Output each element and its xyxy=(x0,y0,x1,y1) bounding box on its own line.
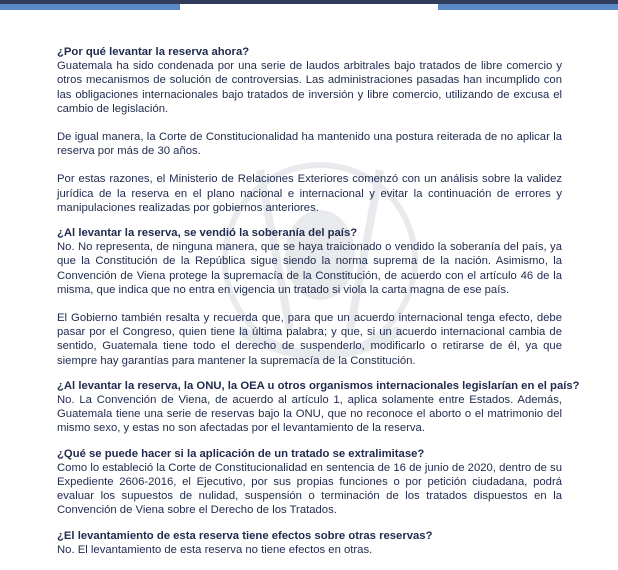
faq-answer-paragraph: No. La Convención de Viena, de acuerdo al artículo 1, aplica solamente entre Estados. Además, Guatemala tiene una serie de reservas bajo la ONU, que no reconoce el aborto o el matrimonio del mismo sexo, y estas no son afectadas por el levantamiento de la reserva. xyxy=(57,394,562,435)
top-bar-gap xyxy=(180,4,438,10)
faq-answer-paragraph: De igual manera, la Corte de Constitucionalidad ha mantenido una postura reiterada de no aplicar la reserva por más de 30 años. xyxy=(57,131,562,158)
faq-document xyxy=(57,45,580,557)
faq-question: ¿Al levantar la reserva, la ONU, la OEA u otros organismos internacionales legislarían en el país? xyxy=(57,379,580,392)
faq-answer-paragraph: No. No representa, de ninguna manera, que se haya traicionado o vendido la soberanía del país, ya que la Constitución de la República sigue siendo la norma suprema de la nación. Asimismo, la Convención de Viena protege la supremacía de la Constitución, de acuerdo con el artículo 46 de la misma, que indica que no entra en vigencia un tratado si viola la carta magna de ese país. xyxy=(57,241,562,296)
faq-question: ¿Al levantar la reserva, se vendió la soberanía del país? xyxy=(57,227,358,240)
faq-answer-paragraph: Guatemala ha sido condenada por una serie de laudos arbitrales bajo tratados de libre comercio y otros mecanismos de solución de controversias. Las administraciones pasadas han incumplido con las obligaciones internacionales bajo tratados de inversión y libre comercio, utilizando de excusa el cambio de legislación. xyxy=(57,60,562,115)
faq-answer-paragraph: Por estas razones, el Ministerio de Relaciones Exteriores comenzó con un análisis sobre la validez jurídica de la reserva en el plano nacional e internacional y evitar la continuación de errores y manipulaciones realizadas por gobiernos anteriores. xyxy=(57,173,562,214)
faq-answer-paragraph: No. El levantamiento de esta reserva no tiene efectos en otras. xyxy=(57,543,373,556)
faq-question: ¿Por qué levantar la reserva ahora? xyxy=(57,46,250,58)
top-color-bar xyxy=(0,0,618,10)
faq-question: ¿Qué se puede hacer si la aplicación de un tratado se extralimitase? xyxy=(57,447,425,460)
faq-question: ¿El levantamiento de esta reserva tiene efectos sobre otras reservas? xyxy=(57,529,433,542)
top-bar-blue-right xyxy=(438,4,618,10)
faq-answer-paragraph: Como lo estableció la Corte de Constitucionalidad en sentencia de 16 de junio de 2020, dentro de su Expediente 2606-2016, el Ejecutivo, por sus propias funciones o por petición ciudadana, podrá evaluar los supuestos de nulidad, suspensión o terminación de los tratados dispuestos en la Convención de Viena sobre el Derecho de los Tratados. xyxy=(57,461,562,517)
top-bar-blue-left xyxy=(0,4,180,10)
faq-answer-paragraph: El Gobierno también resalta y recuerda que, para que un acuerdo internacional tenga efecto, debe pasar por el Congreso, quien tiene la última palabra; y que, si un acuerdo internacional cambia de sentido, Guatemala tiene todo el derecho de suspenderlo, modificarlo o retirarse de él, ya que siempre hay garantías para mantener la supremacía de la Constitución. xyxy=(57,312,562,367)
